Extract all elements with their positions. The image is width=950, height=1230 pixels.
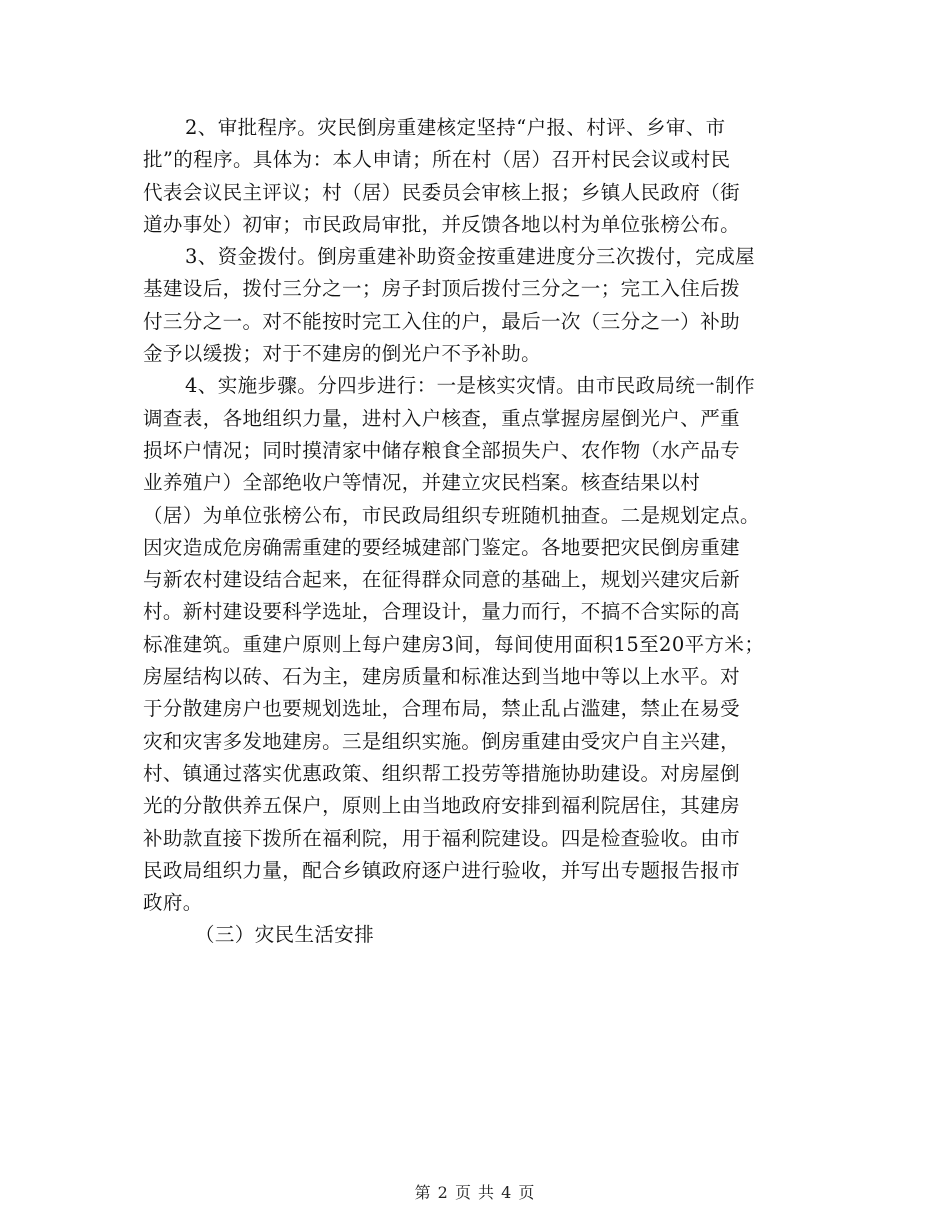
text-line: 基建设后，拨付三分之一；房子封顶后拨付三分之一；完工入住后拨 (143, 277, 741, 301)
text-line: 因灾造成危房确需重建的要经城建部门鉴定。各地要把灾民倒房重建 (143, 535, 741, 559)
document-body (143, 112, 813, 952)
text-line: 政府。 (143, 891, 203, 915)
page-number-footer: 第 2 页 共 4 页 (414, 1183, 536, 1202)
text-line: 批”的程序。具体为：本人申请；所在村（居）召开村民会议或村民 (143, 148, 731, 172)
text-line: 村、镇通过落实优惠政策、组织帮工投劳等措施协助建设。对房屋倒 (143, 761, 741, 785)
text-line: 损坏户情况；同时摸清家中储存粮食全部损失户、农作物（水产品专 (143, 438, 741, 462)
text-line: 业养殖户）全部绝收户等情况，并建立灾民档案。核查结果以村 (143, 471, 701, 495)
text-line: 道办事处）初审；市民政局审批，并反馈各地以村为单位张榜公布。 (143, 212, 741, 236)
text-line: 代表会议民主评议；村（居）民委员会审核上报；乡镇人民政府（街 (143, 180, 741, 204)
text-line: 标准建筑。重建户原则上每户建房3间，每间使用面积15至20平方米； (143, 632, 765, 656)
text-line: 房屋结构以砖、石为主，建房质量和标准达到当地中等以上水平。对 (143, 665, 741, 689)
text-line: 调查表，各地组织力量，进村入户核查，重点掌握房屋倒光户、严重 (143, 406, 741, 430)
paragraph-implementation-steps: 4、实施步骤。分四步进行：一是核实灾情。由市民政局统一制作 (185, 374, 756, 398)
text-line: （居）为单位张榜公布，市民政局组织专班随机抽查。二是规划定点。 (143, 503, 760, 527)
paragraph-fund-disbursement: 3、资金拨付。倒房重建补助资金按重建进度分三次拨付，完成屋 (185, 245, 756, 269)
paragraph-approval-procedure: 2、审批程序。灾民倒房重建核定坚持“户报、村评、乡审、市 (185, 116, 726, 139)
text-line: 民政局组织力量，配合乡镇政府逐户进行验收，并写出专题报告报市 (143, 858, 741, 882)
text-line: 村。新村建设要科学选址，合理设计，量力而行，不搞不合实际的高 (143, 600, 741, 624)
section-heading-victim-living: （三）灾民生活安排 (195, 923, 375, 947)
text-line: 金予以缓拨；对于不建房的倒光户不予补助。 (143, 342, 542, 366)
text-line: 光的分散供养五保户，原则上由当地政府安排到福利院居住，其建房 (143, 794, 741, 818)
text-line: 付三分之一。对不能按时完工入住的户，最后一次（三分之一）补助 (143, 309, 741, 333)
text-line: 灾和灾害多发地建房。三是组织实施。倒房重建由受灾户自主兴建， (143, 729, 741, 753)
text-line: 补助款直接下拨所在福利院，用于福利院建设。四是检查验收。由市 (143, 826, 741, 850)
text-line: 与新农村建设结合起来，在征得群众同意的基础上，规划兴建灾后新 (143, 568, 741, 592)
text-line: 于分散建房户也要规划选址，合理布局，禁止乱占滥建，禁止在易受 (143, 697, 741, 721)
